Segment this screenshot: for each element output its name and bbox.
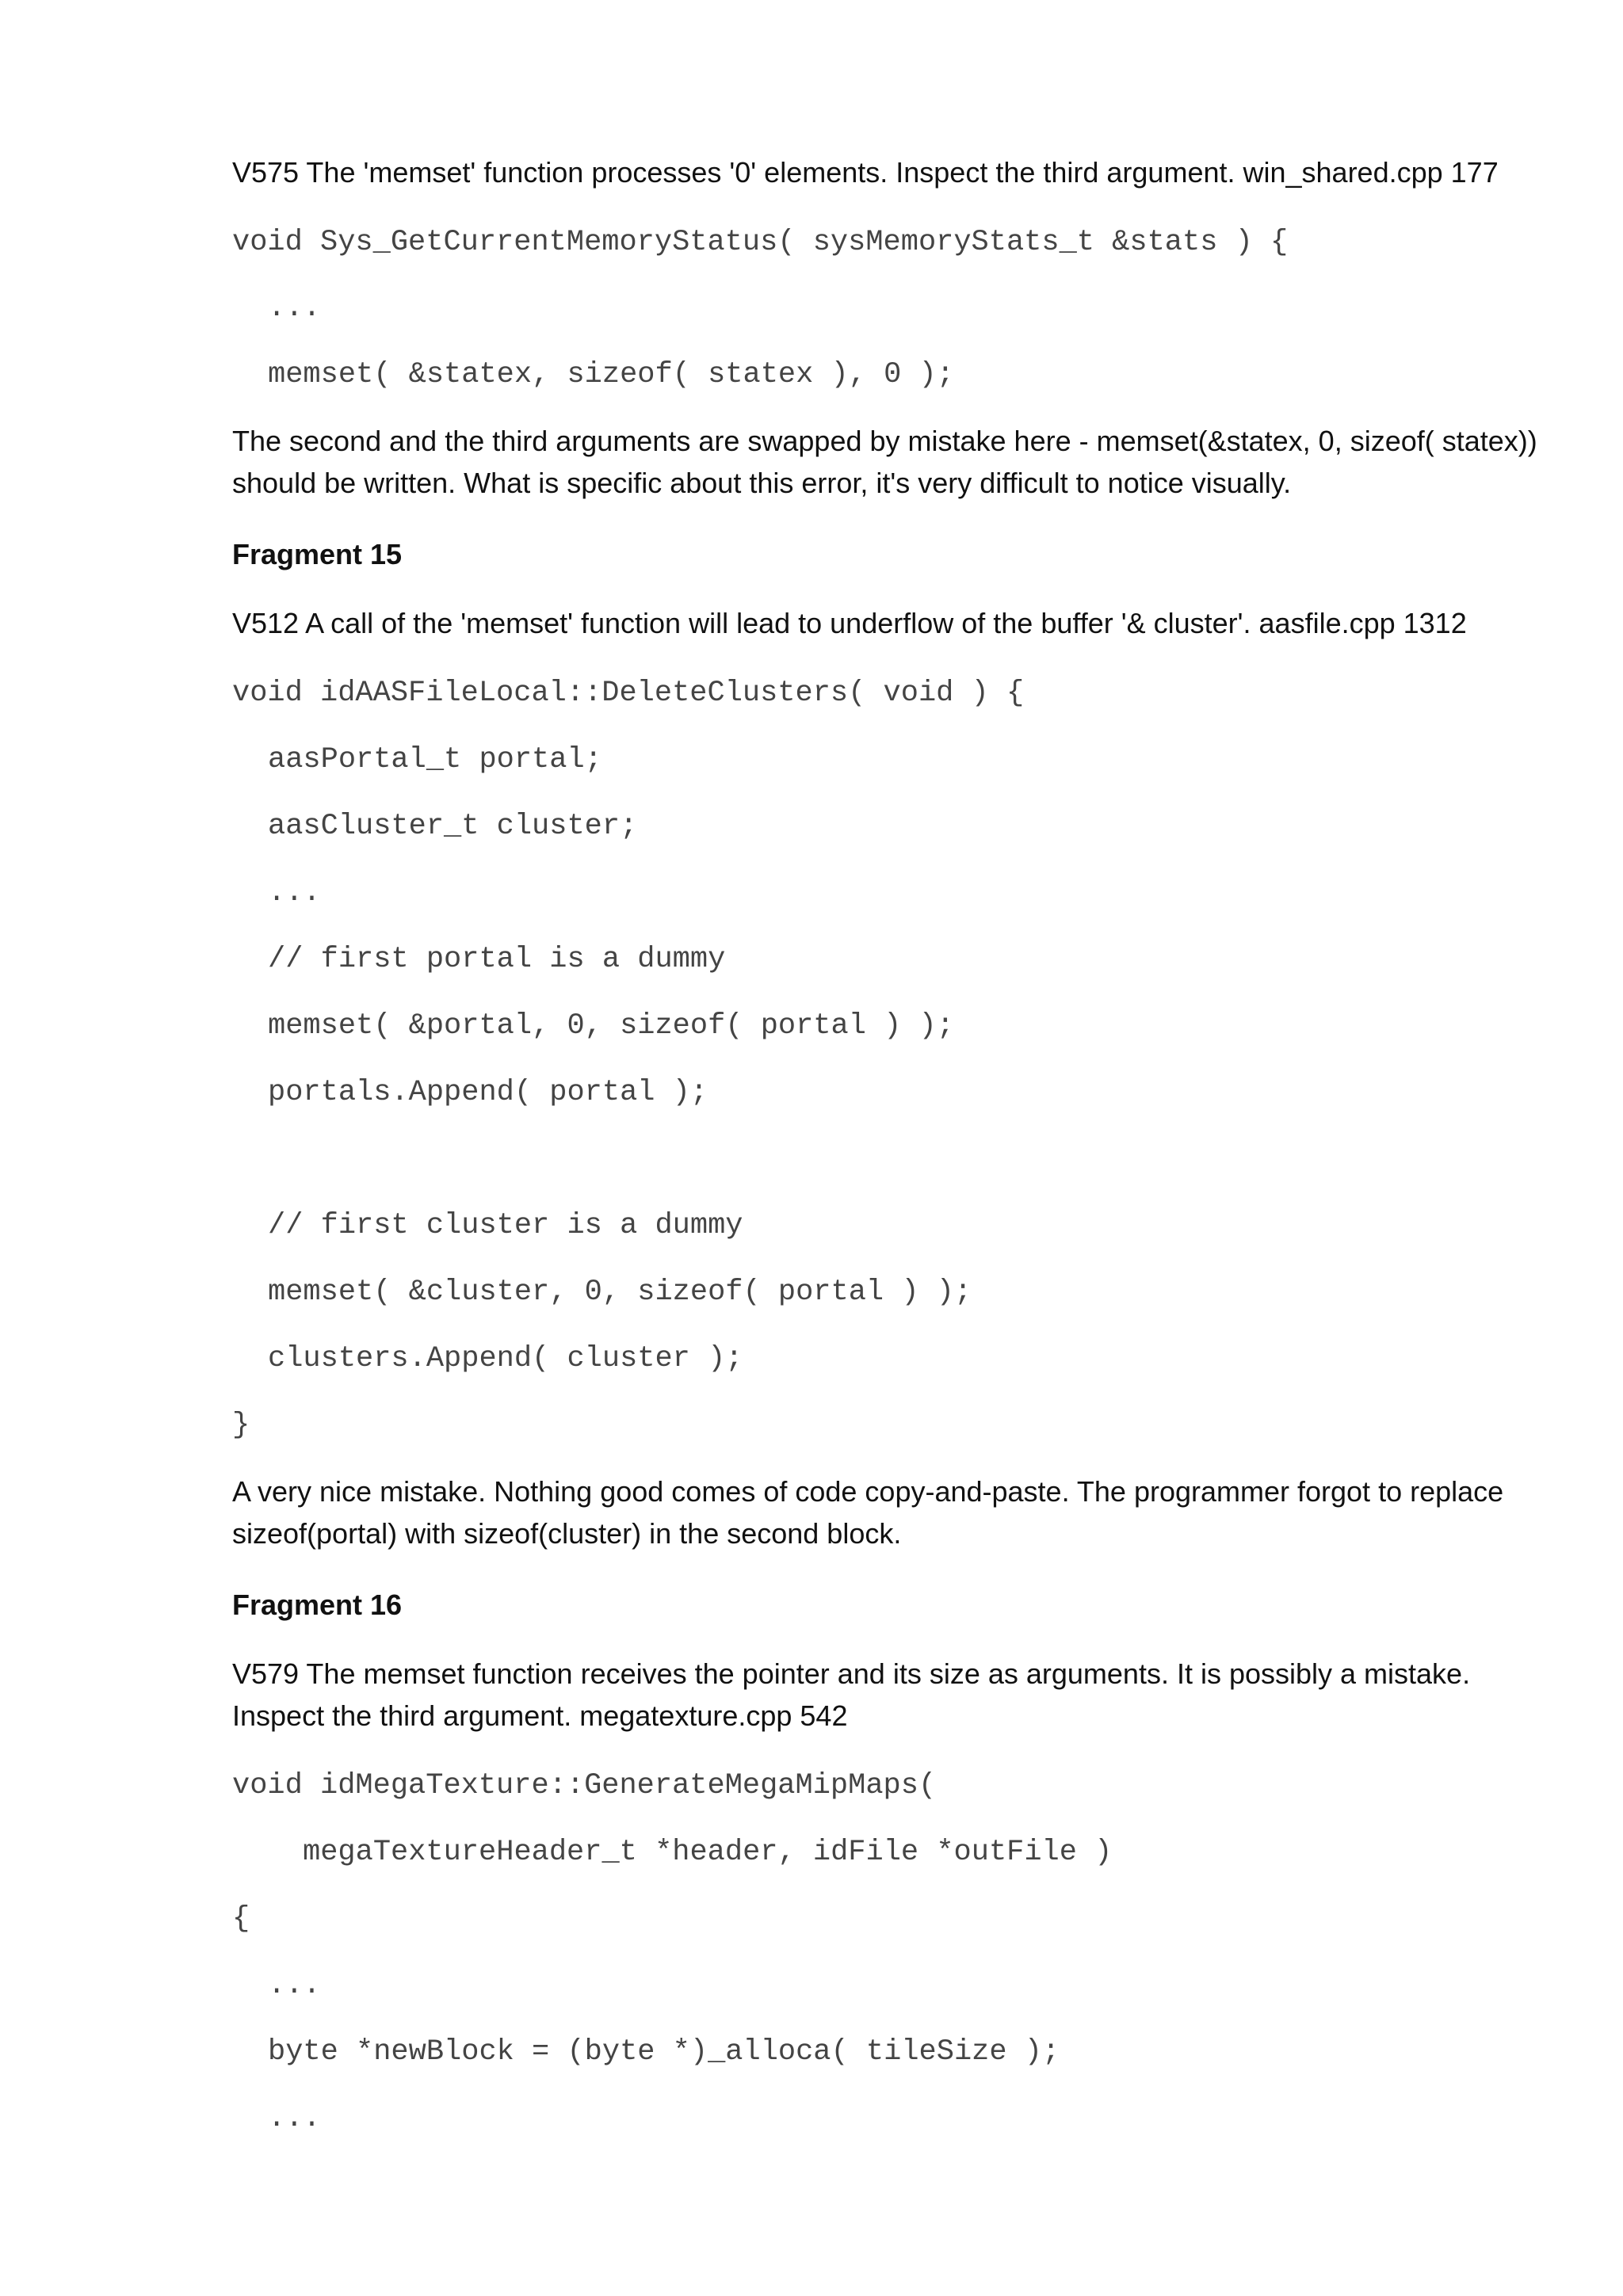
explanation-text: should be written. What is specific about this error, it's very difficult to notice visually. bbox=[232, 467, 1292, 499]
code-line: ... bbox=[268, 876, 321, 910]
code-comment: // first cluster is a dummy bbox=[268, 1209, 743, 1242]
warning-text: V512 A call of the 'memset' function will lead to underflow of the buffer '& cluster'. aasfile.cpp 1312 bbox=[232, 607, 1467, 639]
fragment-heading: Fragment 15 bbox=[232, 538, 403, 570]
code-line: megaTextureHeader_t *header, idFile *outFile ) bbox=[303, 1836, 1113, 1869]
code-line: ... bbox=[268, 2102, 321, 2135]
code-line: } bbox=[232, 1409, 250, 1442]
code-line: void idAASFileLocal::DeleteClusters( void ) { bbox=[232, 677, 1025, 710]
code-line: ... bbox=[268, 292, 321, 325]
code-line: memset( &cluster, 0, sizeof( portal ) ); bbox=[268, 1276, 972, 1309]
code-comment: // first portal is a dummy bbox=[268, 943, 726, 976]
explanation-text: A very nice mistake. Nothing good comes of code copy-and-paste. The programmer forgot to replace bbox=[232, 1475, 1504, 1508]
code-line: memset( &portal, 0, sizeof( portal ) ); bbox=[268, 1009, 954, 1043]
code-line: aasCluster_t cluster; bbox=[268, 810, 638, 843]
code-line: ... bbox=[268, 1969, 321, 2002]
code-line: byte *newBlock = (byte *)_alloca( tileSize ); bbox=[268, 2035, 1060, 2069]
warning-text: V579 The memset function receives the pointer and its size as arguments. It is possibly a mistake. bbox=[232, 1657, 1471, 1690]
code-line: void Sys_GetCurrentMemoryStatus( sysMemoryStats_t &stats ) { bbox=[232, 226, 1289, 259]
code-line: memset( &statex, sizeof( statex ), 0 ); bbox=[268, 358, 954, 391]
explanation-text: The second and the third arguments are swapped by mistake here - memset(&statex, 0, sizeof( statex)) bbox=[232, 425, 1537, 457]
code-line: void idMegaTexture::GenerateMegaMipMaps( bbox=[232, 1769, 937, 1802]
fragment-heading: Fragment 16 bbox=[232, 1589, 403, 1621]
warning-text: Inspect the third argument. megatexture.cpp 542 bbox=[232, 1699, 848, 1732]
code-line: clusters.Append( cluster ); bbox=[268, 1342, 743, 1375]
code-line: aasPortal_t portal; bbox=[268, 743, 602, 776]
code-line: { bbox=[232, 1902, 250, 1936]
code-line: portals.Append( portal ); bbox=[268, 1076, 708, 1109]
explanation-text: sizeof(portal) with sizeof(cluster) in the second block. bbox=[232, 1517, 902, 1550]
warning-text: V575 The 'memset' function processes '0' elements. Inspect the third argument. win_shared.cpp 177 bbox=[232, 156, 1499, 189]
